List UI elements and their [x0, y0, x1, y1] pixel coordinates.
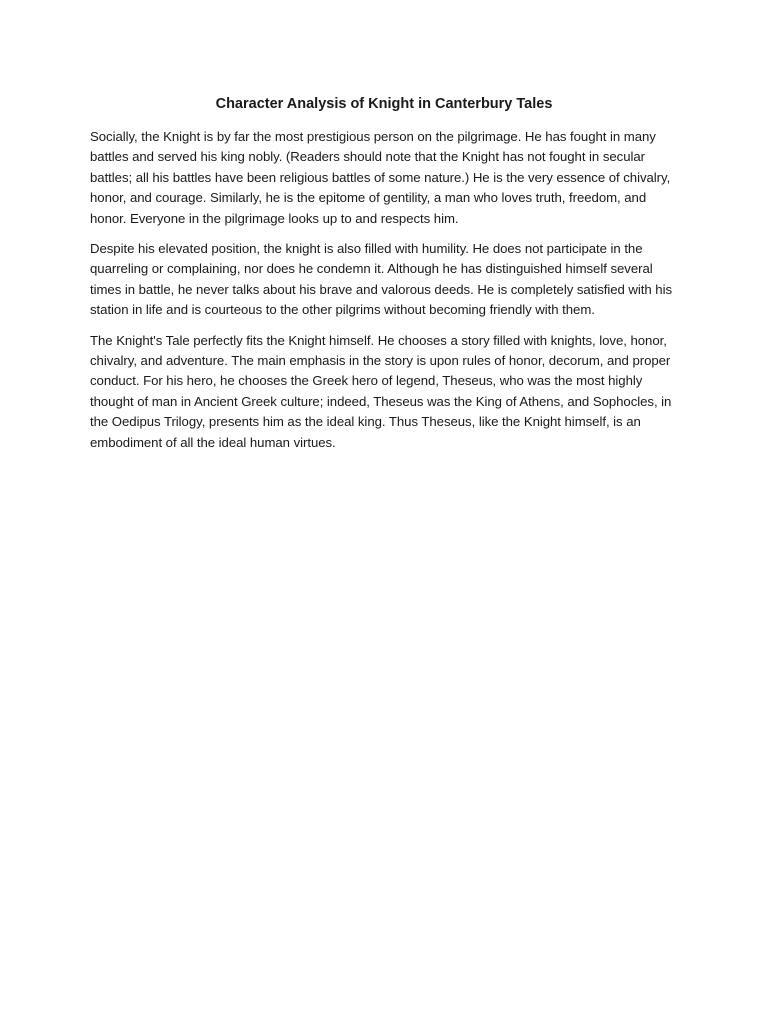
paragraph-2: Despite his elevated position, the knight is also filled with humility. He does not participate in the quarreling or complaining, nor does he condemn it. Although he has distinguished himself several times in battle, he never talks about his brave and valorous deeds. He is completely satisfied with his station in life and is courteous to the other pilgrims without becoming friendly with them.	[90, 241, 672, 318]
paragraph-3: The Knight's Tale perfectly fits the Knight himself. He chooses a story filled with knights, love, honor, chivalry, and adventure. The main emphasis in the story is upon rules of honor, decorum, and proper conduct. For his hero, he chooses the Greek hero of legend, Theseus, who was the most highly thought of man in Ancient Greek culture; indeed, Theseus was the King of Athens, and Sophocles, in the Oedipus Trilogy, presents him as the ideal king. Thus Theseus, like the Knight himself, is an embodiment of all the ideal human virtues.	[90, 332, 672, 450]
paragraph-1: Socially, the Knight is by far the most prestigious person on the pilgrimage. He has fought in many battles and served his king nobly. (Readers should note that the Knight has not fought in secular battles; all his battles have been religious battles of some nature.) He is the very essence of chivalry, honor, and courage. Similarly, he is the epitome of gentility, a man who loves truth, freedom, and honor. Everyone in the pilgrimage looks up to and respects him.	[90, 129, 671, 226]
document-body	[90, 127, 680, 463]
document-title: Character Analysis of Knight in Canterbury Tales	[215, 96, 553, 112]
